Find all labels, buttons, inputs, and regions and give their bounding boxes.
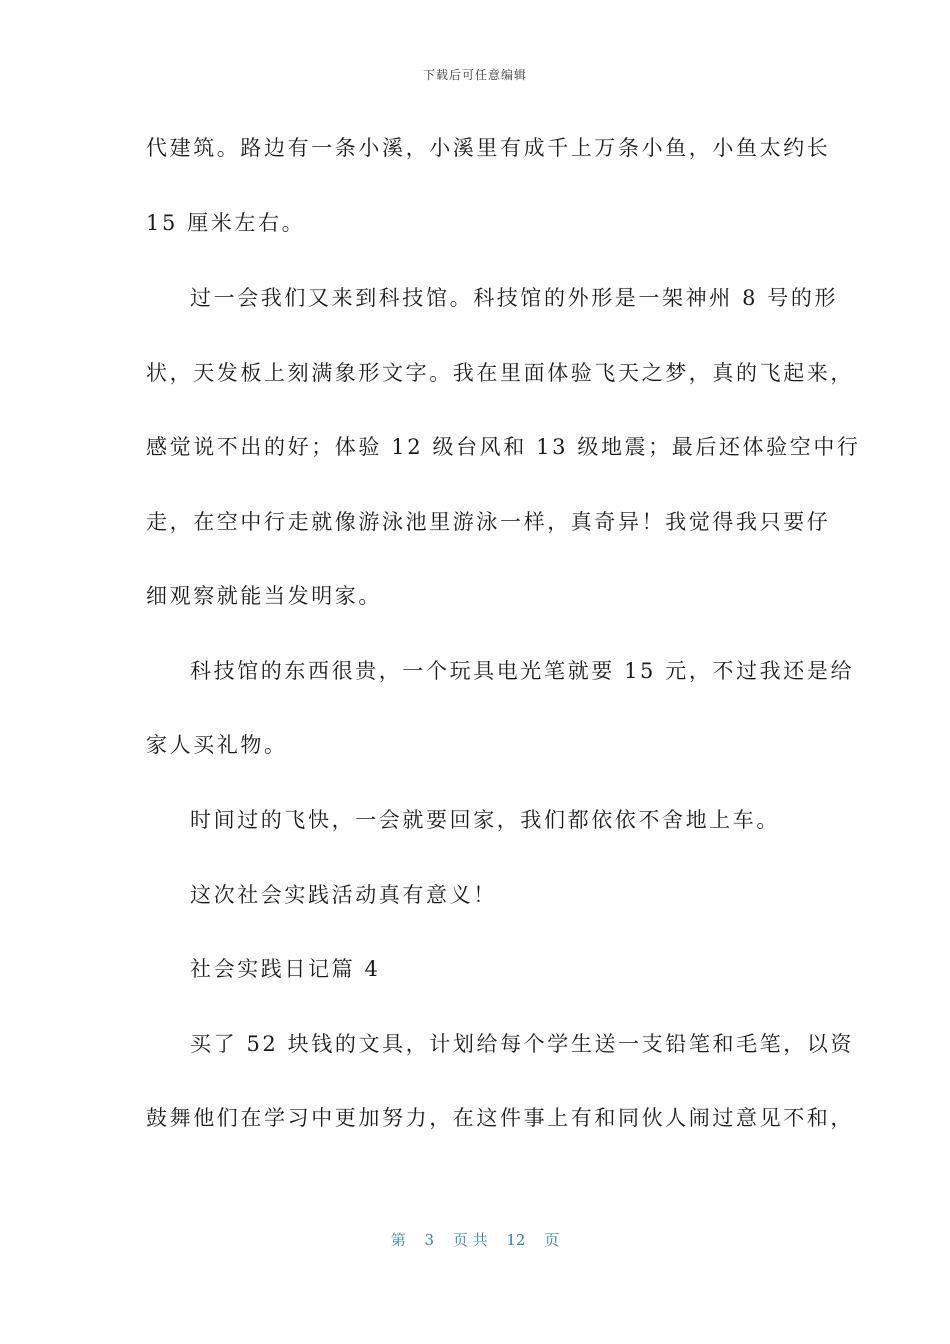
text-line: 家人买礼物。 bbox=[146, 733, 288, 757]
text-line: 感觉说不出的好；体验 12 级台风和 13 级地震；最后还体验空中行 bbox=[146, 435, 861, 459]
text-line: 走，在空中行走就像游泳池里游泳一样，真奇异！我觉得我只要仔 bbox=[146, 510, 831, 534]
text-line: 买了 52 块钱的文具，计划给每个学生送一支铅笔和毛笔，以资 bbox=[190, 1032, 855, 1056]
page-footer bbox=[0, 1229, 950, 1250]
text-line: 这次社会实践活动真有意义！ bbox=[190, 883, 497, 907]
text-line: 细观察就能当发明家。 bbox=[146, 584, 382, 608]
page-header: 下载后可任意编辑 bbox=[422, 68, 527, 82]
text-line: 状，天发板上刻满象形文字。我在里面体验飞天之梦，真的飞起来， bbox=[146, 361, 854, 385]
current-page-number: 3 bbox=[424, 1231, 435, 1249]
text-line: 科技馆的东西很贵，一个玩具电光笔就要 15 元，不过我还是给 bbox=[190, 659, 855, 683]
text-line: 代建筑。路边有一条小溪，小溪里有成千上万条小鱼，小鱼太约长 bbox=[146, 136, 831, 160]
footer-suffix: 页 bbox=[544, 1231, 560, 1249]
text-line: 过一会我们又来到科技馆。科技馆的外形是一架神州 8 号的形 bbox=[190, 286, 839, 310]
footer-prefix: 第 bbox=[390, 1231, 406, 1249]
footer-middle: 页 共 bbox=[452, 1231, 488, 1249]
text-line: 时间过的飞快，一会就要回家，我们都依依不舍地上车。 bbox=[190, 808, 780, 832]
text-line: 鼓舞他们在学习中更加努力，在这件事上有和同伙人闹过意见不和， bbox=[146, 1106, 854, 1130]
section-heading: 社会实践日记篇 4 bbox=[190, 957, 381, 981]
text-line: 15 厘米左右。 bbox=[146, 211, 306, 235]
total-pages-number: 12 bbox=[506, 1231, 526, 1249]
